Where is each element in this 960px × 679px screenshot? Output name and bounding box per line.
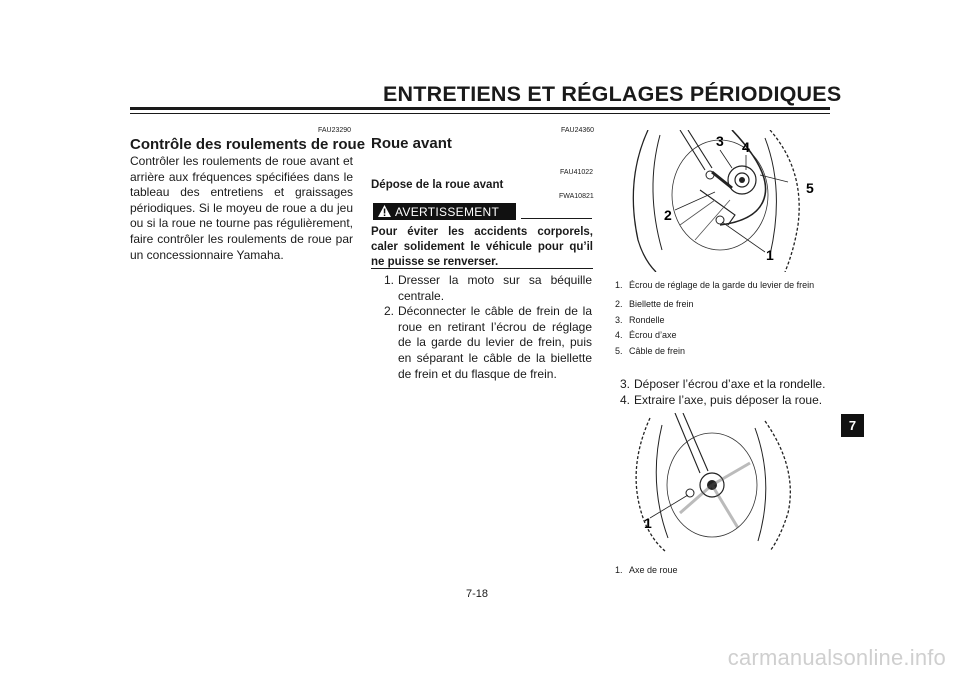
- callout-2: 2: [664, 207, 672, 223]
- caption-number: 1.: [615, 565, 623, 575]
- caption-text: Axe de roue: [629, 565, 678, 575]
- step-number: 4.: [620, 392, 631, 407]
- callout-1: 1: [644, 515, 652, 531]
- steps-list-continued: [620, 377, 835, 408]
- section-code: FAU24360: [561, 127, 595, 134]
- step-number: 3.: [620, 377, 631, 391]
- caption-item: [615, 344, 835, 360]
- subsection-code: FAU41022: [560, 169, 594, 176]
- section-heading-wheel-bearings: Contrôle des roulements de roue: [130, 136, 366, 153]
- caption-text: Écrou d’axe: [629, 330, 677, 341]
- callout-1: 1: [766, 247, 774, 263]
- caption-item: [615, 280, 835, 291]
- figure2-caption: [615, 563, 835, 579]
- list-item: [384, 273, 592, 304]
- header-rule-thin: [130, 113, 830, 114]
- front-wheel-brake-illustration: [620, 130, 820, 272]
- caption-number: 1.: [615, 280, 623, 290]
- warning-banner: [373, 203, 516, 220]
- header-rule-thick: [130, 107, 830, 110]
- step-text: Extraire l’axe, puis déposer la roue.: [634, 392, 823, 407]
- warning-triangle-icon: [377, 204, 392, 218]
- caption-item: [615, 328, 835, 344]
- warning-text: Pour éviter les accidents corporels, caler solidement le véhicule pour qu’il ne puisse se renverser.: [371, 226, 593, 268]
- warning-label: AVERTISSEMENT: [395, 204, 500, 219]
- page-title: ENTRETIENS ET RÉGLAGES PÉRIODIQUES: [383, 82, 842, 106]
- chapter-tab: 7: [841, 414, 864, 437]
- page-number: 7-18: [466, 588, 489, 600]
- subsection-heading: Dépose de la roue avant: [371, 179, 504, 191]
- caption-number: 4.: [615, 330, 623, 341]
- caption-item: [615, 313, 835, 329]
- section-code: FAU23290: [318, 127, 352, 134]
- section-heading-front-wheel: Roue avant: [371, 135, 452, 152]
- callout-4: 4: [742, 139, 750, 155]
- caption-text: Rondelle: [629, 314, 665, 325]
- steps-list: [384, 273, 592, 382]
- warning-bottom-rule: [371, 268, 593, 269]
- caption-number: 3.: [615, 314, 623, 325]
- list-item: [384, 304, 592, 382]
- warning-code: FWA10821: [559, 193, 594, 200]
- step-text: Déconnecter le câble de frein de la roue en retirant l’écrou de réglage de la garde du levier de frein, puis en séparant le câble de la biellette de frein et du flasque de frein.: [398, 304, 592, 381]
- callout-3: 3: [716, 133, 724, 149]
- warning-rule: [521, 218, 592, 219]
- watermark: carmanualsonline.info: [727, 645, 946, 670]
- wheel-axle-illustration: [620, 413, 800, 553]
- step-number: 2.: [384, 304, 395, 319]
- caption-number: 5.: [615, 345, 623, 356]
- caption-text: Biellette de frein: [629, 299, 694, 309]
- caption-text: Écrou de réglage de la garde du levier de frein: [629, 280, 815, 290]
- caption-item: [615, 297, 835, 313]
- list-item: [620, 393, 835, 409]
- step-text: Déposer l’écrou d’axe et la rondelle.: [634, 377, 826, 391]
- section-body-wheel-bearings: Contrôler les roulements de roue avant et arrière aux fréquences spécifiées dans le tableau des entretiens et graissages périodiques. Si le moyeu de roue a du jeu ou si la roue ne tourne pas régulièrement, faire contrôler les roulements de roue par un concessionnaire Yamaha.: [130, 154, 353, 262]
- figure1-captions: [615, 280, 835, 359]
- list-item: [620, 377, 835, 393]
- caption-number: 2.: [615, 299, 623, 309]
- caption-text: Câble de frein: [629, 345, 686, 356]
- callout-5: 5: [806, 180, 814, 196]
- step-text: Dresser la moto sur sa béquille centrale.: [398, 273, 592, 303]
- step-number: 1.: [384, 273, 395, 287]
